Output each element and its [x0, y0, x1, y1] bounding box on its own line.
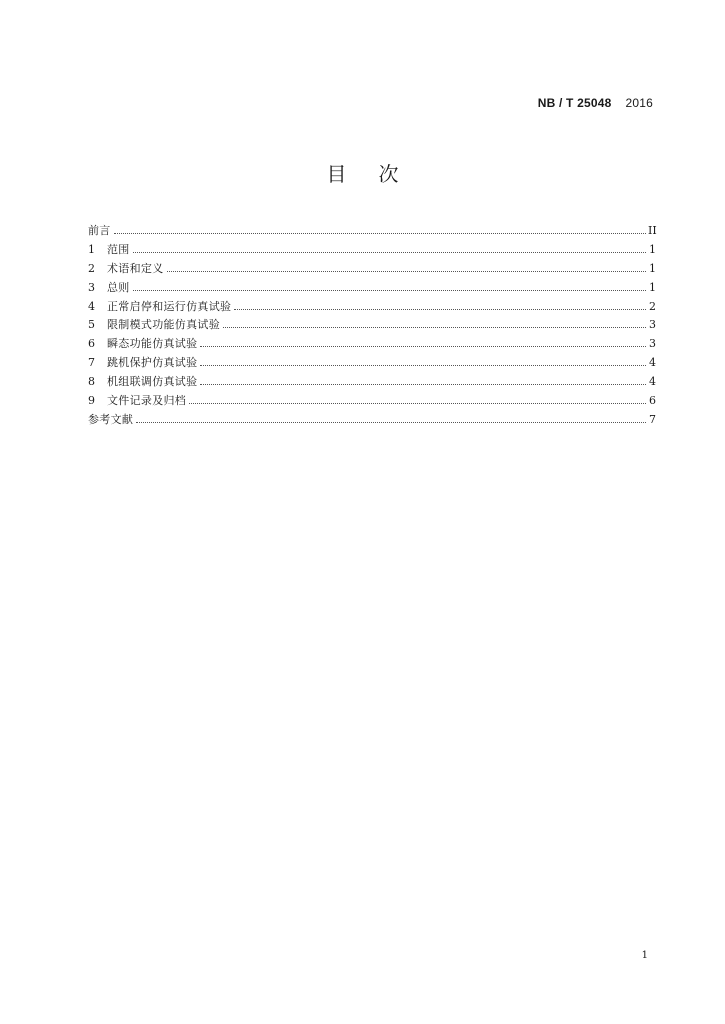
toc-entry-label: 前言 — [88, 224, 111, 237]
page-title: 目次 — [326, 162, 431, 186]
toc-entry-number: 4 — [88, 299, 95, 313]
dot-leader — [167, 270, 647, 272]
toc-entry-page: II — [648, 224, 657, 237]
toc-entry-number: 3 — [88, 280, 95, 294]
toc-entry-number: 5 — [88, 318, 95, 332]
toc-entry-references[interactable] — [88, 411, 656, 430]
toc-entry-4[interactable] — [88, 298, 656, 317]
toc-entry-foreword[interactable] — [88, 222, 656, 241]
dot-leader — [136, 421, 646, 423]
toc-entry-page: 7 — [649, 412, 656, 426]
toc-entry-label: 范围 — [107, 242, 130, 256]
toc-entry-number: 7 — [88, 356, 95, 370]
toc-entry-label: 瞬态功能仿真试验 — [107, 337, 198, 351]
dot-leader — [200, 364, 646, 366]
toc-entry-9[interactable] — [88, 392, 656, 411]
toc-entry-number: 9 — [88, 394, 95, 408]
toc-entry-6[interactable] — [88, 335, 656, 354]
toc-entry-page: 1 — [649, 261, 656, 275]
toc-entry-page: 4 — [649, 375, 656, 389]
toc-entry-8[interactable] — [88, 373, 656, 392]
standard-year: 2016 — [625, 96, 653, 110]
dot-leader — [114, 232, 646, 234]
toc-entry-number: 6 — [88, 337, 95, 351]
toc-entry-label: 术语和定义 — [107, 261, 164, 275]
toc-entry-page: 2 — [649, 299, 656, 313]
standard-number — [538, 96, 653, 110]
dot-leader — [223, 326, 646, 328]
toc-entry-5[interactable] — [88, 316, 656, 335]
toc-entry-label: 正常启停和运行仿真试验 — [107, 299, 232, 313]
toc-entry-number: 8 — [88, 375, 95, 389]
dot-leader — [234, 308, 646, 310]
toc-entry-label: 参考文献 — [88, 412, 134, 426]
dot-leader — [189, 402, 646, 404]
toc-entry-2[interactable] — [88, 260, 656, 279]
toc-entry-number: 1 — [88, 242, 95, 256]
dot-leader — [200, 345, 646, 347]
standard-code: NB / T 25048 — [537, 96, 612, 110]
toc-entry-3[interactable] — [88, 279, 656, 298]
toc-entry-7[interactable] — [88, 354, 656, 373]
dot-leader — [200, 383, 646, 385]
toc-entry-label: 文件记录及归档 — [107, 394, 187, 408]
toc-entry-label: 总则 — [107, 280, 130, 294]
toc-entry-1[interactable] — [88, 241, 656, 260]
toc-entry-page: 3 — [649, 318, 656, 332]
toc-entry-page: 1 — [649, 242, 656, 256]
toc-entry-label: 机组联调仿真试验 — [107, 375, 198, 389]
toc-entry-label: 限制模式功能仿真试验 — [107, 318, 220, 332]
toc-entry-page: 4 — [649, 356, 656, 370]
toc-entry-page: 3 — [649, 337, 656, 351]
toc-entry-page: 6 — [649, 394, 656, 408]
toc-entry-number: 2 — [88, 261, 95, 275]
table-of-contents — [88, 222, 656, 430]
toc-entry-label: 跳机保护仿真试验 — [107, 356, 198, 370]
toc-entry-page: 1 — [649, 280, 656, 294]
page-number: 1 — [641, 950, 648, 961]
dot-leader — [133, 289, 646, 291]
dot-leader — [133, 251, 646, 253]
